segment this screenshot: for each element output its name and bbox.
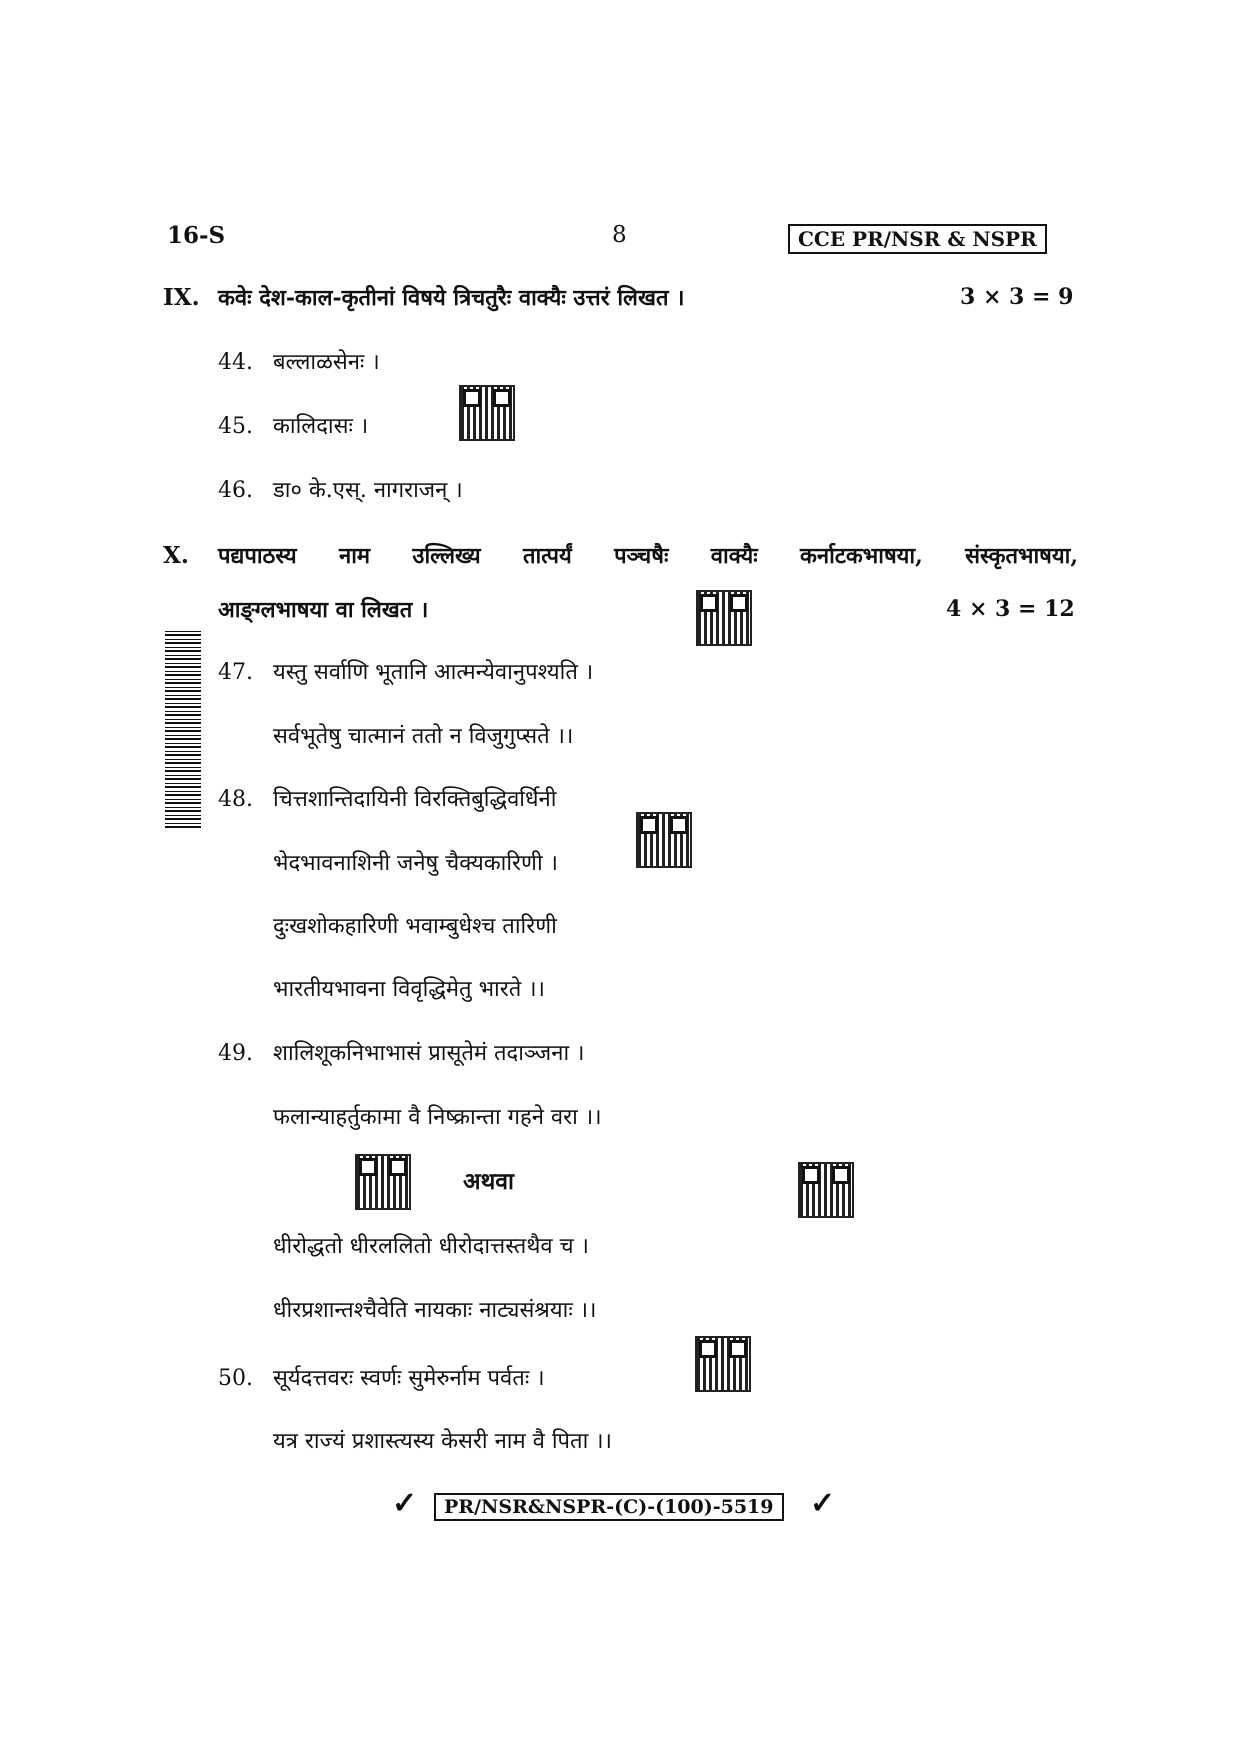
check-mark-left: ✓ [392, 1486, 418, 1521]
question-text: कालिदासः । [273, 414, 369, 439]
section-ix-marks: 3 × 3 = 9 [960, 284, 1074, 310]
question-number: 47. [218, 660, 253, 685]
verse-line: चित्तशान्तिदायिनी विरक्तिबुद्धिवर्धिनी [273, 787, 557, 812]
verse-line: सूर्यदत्तवरः स्वर्णः सुमेरुर्नाम पर्वतः । [273, 1366, 545, 1391]
section-x-number: X. [163, 542, 189, 569]
question-45 [218, 410, 368, 440]
qr-code-icon[interactable] [696, 590, 752, 646]
series-box: CCE PR/NSR & NSPR [788, 224, 1047, 254]
verse-line: दुःखशोकहारिणी भवाम्बुधेश्च तारिणी [273, 914, 557, 939]
qr-code-icon[interactable] [459, 385, 515, 441]
question-number: 48. [218, 787, 253, 812]
section-x-instruction-line2: आङ्ग्लभाषया वा लिखत । [218, 597, 429, 623]
verse-line: धीरोद्धतो धीरललितो धीरोदात्तस्तथैव च । [273, 1234, 589, 1259]
qr-code-icon[interactable] [355, 1154, 411, 1210]
question-number: 50. [218, 1366, 253, 1391]
verse-line: शालिशूकनिभाभासं प्रासूतेमं तदाञ्जना । [273, 1041, 585, 1066]
verse-line: यत्र राज्यं प्रशास्त्यस्य केसरी नाम वै पिता ।। [273, 1429, 612, 1454]
question-47 [218, 656, 593, 686]
section-x-marks: 4 × 3 = 12 [946, 596, 1075, 622]
question-number: 44. [218, 350, 253, 375]
question-46 [218, 474, 463, 504]
verse-line: यस्तु सर्वाणि भूतानि आत्मन्येवानुपश्यति । [273, 660, 594, 685]
question-text: डा० के.एस्. नागराजन् । [273, 478, 463, 503]
question-text: बल्लाळसेनः । [273, 350, 380, 375]
question-50 [218, 1362, 545, 1392]
section-x-instruction-line1: पद्यपाठस्य नाम उल्लिख्य तात्पर्यं पञ्चषैः वाक्यैः कर्नाटकभाषया, संस्कृतभाषया, [218, 543, 1078, 569]
qr-code-icon[interactable] [695, 1336, 751, 1392]
footer-code-box: PR/NSR&NSPR-(C)-(100)-5519 [434, 1493, 784, 1521]
question-number: 46. [218, 478, 253, 503]
question-49 [218, 1037, 585, 1067]
question-48 [218, 783, 556, 813]
question-number: 49. [218, 1041, 253, 1066]
question-number: 45. [218, 414, 253, 439]
verse-line: फलान्याहर्तुकामा वै निष्क्रान्ता गहने वरा ।। [273, 1105, 602, 1130]
verse-line: धीरप्रशान्तश्चैवेति नायकाः नाट्यसंश्रयाः ।। [273, 1298, 597, 1323]
verse-line: सर्वभूतेषु चात्मानं ततो न विजुगुप्सते ।। [273, 724, 574, 749]
verse-line: भेदभावनाशिनी जनेषु चैक्यकारिणी । [273, 851, 558, 876]
qr-code-icon[interactable] [636, 812, 692, 868]
check-mark-right: ✓ [810, 1486, 836, 1521]
verse-line: भारतीयभावना विवृद्धिमेतु भारते ।। [273, 977, 545, 1002]
or-label: अथवा [463, 1168, 515, 1195]
qr-code-icon[interactable] [798, 1162, 854, 1218]
page-number: 8 [612, 222, 627, 248]
barcode-icon [165, 628, 201, 828]
section-ix-number: IX. [163, 284, 200, 311]
section-ix-instruction: कवेः देश-काल-कृतीनां विषये त्रिचतुरैः वाक्यैः उत्तरं लिखत । [218, 285, 685, 311]
paper-code: 16-S [167, 222, 226, 249]
question-44 [218, 346, 380, 376]
